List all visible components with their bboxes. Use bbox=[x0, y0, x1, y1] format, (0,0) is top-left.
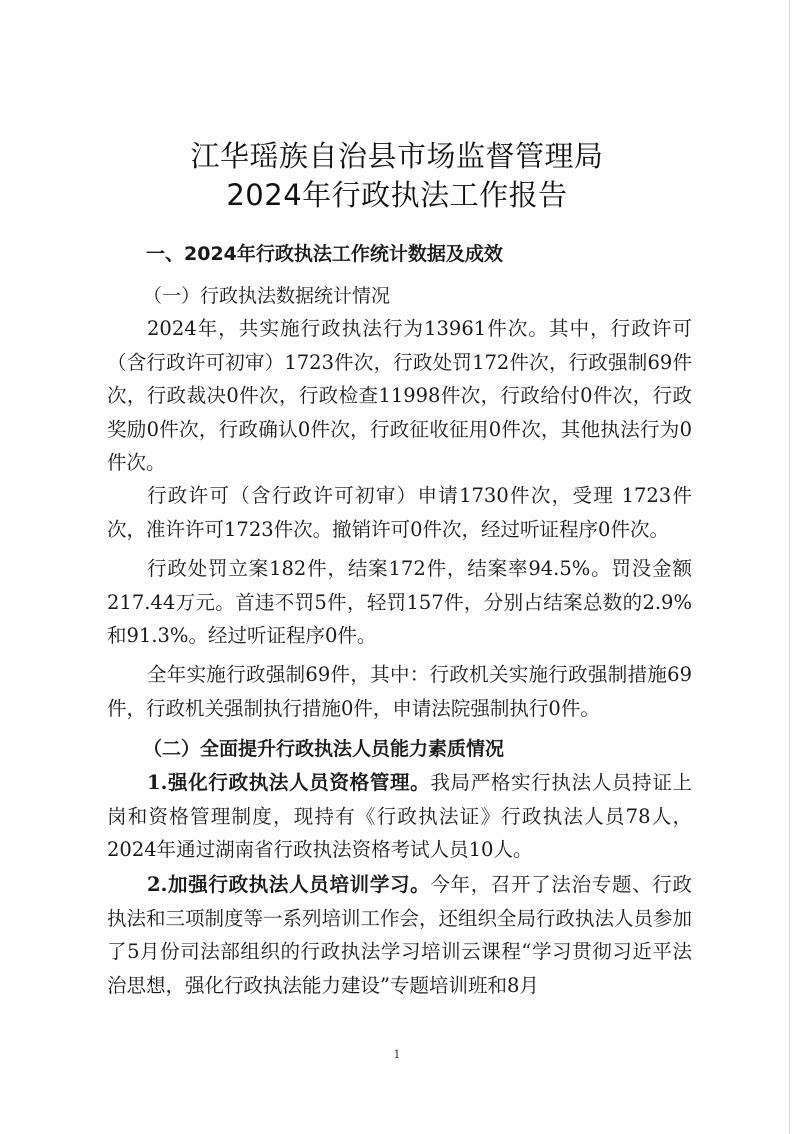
item2-lead: 2.加强行政执法人员培训学习。 bbox=[147, 873, 431, 896]
paragraph-coercion: 全年实施行政强制69件，其中：行政机关实施行政强制措施69件，行政机关强制执行措施0件，申请法院强制执行0件。 bbox=[107, 663, 692, 720]
document-title-line2: 2024年行政执法工作报告 bbox=[226, 178, 568, 212]
subsection1-heading: （一）行政执法数据统计情况 bbox=[143, 285, 391, 307]
paragraph-licensing: 行政许可（含行政许可初审）申请1730件次，受理 1723件次，准许许可1723件次。撤销许可0件次，经过听证程序0件次。 bbox=[107, 484, 692, 541]
paragraph-enforcement-totals: 2024年，共实施行政执法行为13961件次。其中，行政许可（含行政许可初审）1723件次，行政处罚172件次，行政强制69件次，行政裁决0件次，行政检查11998件次，行政给付0件次，行政奖励0件次，行政确认0件次，行政征收征用0件次，其他执法行为0件次。 bbox=[107, 317, 692, 474]
document-title-line1: 江华瑶族自治县市场监督管理局 bbox=[190, 139, 604, 173]
subsection2-heading: （二）全面提升行政执法人员能力素质情况 bbox=[143, 738, 505, 760]
section1-heading: 一、2024年行政执法工作统计数据及成效 bbox=[146, 243, 503, 265]
item1-lead: 1.强化行政执法人员资格管理。 bbox=[147, 771, 431, 794]
item2-body: 今年，召开了法治专题、行政执法和三项制度等一系列培训工作会，还组织全局行政执法人员参加了5月份司法部组织的行政执法学习培训云课程“学习贯彻习近平法治思想，强化行政执法能力建设”专题培训班和8月 bbox=[107, 873, 693, 997]
item2-paragraph bbox=[107, 868, 692, 1002]
paragraph-penalties: 行政处罚立案182件，结案172件，结案率94.5%。罚没金额217.44万元。首违不罚5件，轻罚157件，分别占结案总数的2.9%和91.3%。经过听证程序0件。 bbox=[107, 557, 692, 647]
page-number: 1 bbox=[393, 1048, 401, 1061]
item1-paragraph bbox=[107, 766, 692, 867]
item1-body: 我局严格实行执法人员持证上岗和资格管理制度，现持有《行政执法证》行政执法人员78人，2024年通过湖南省行政执法资格考试人员10人。 bbox=[107, 771, 692, 861]
